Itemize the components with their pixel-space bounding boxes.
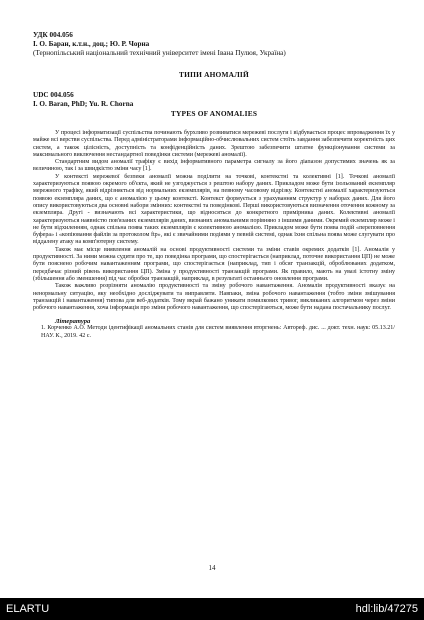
paragraph-1: У процесі інформатизації суспільства починають бурхливо розвиватися мережеві послуги і відбувається процес впровадження їх у майже всі верстви суспільства. Перед адміністраторами інформаційно-обчислювальних систем стоїть завдання забезпечити коректність цих систем, а також цілісність, доступність та конфіденційність даних. Зрештою забезпечити штатне функціонування системи за максимального виключення нестандартної поведінки системи (мережеві аномалії). xyxy=(33,130,395,158)
page-number: 14 xyxy=(208,564,216,572)
footer-bar xyxy=(0,598,424,620)
affiliation: (Тернопільський національний технічний університет імені Івана Пулюя, Україна) xyxy=(33,49,286,57)
paragraph-2: Стандартним видом аномалії трафіку є вихід інформативного параметра сигналу за його діапазон допустимих значень як за величиною, так і за швидкістю зміни часу [1]. xyxy=(33,159,395,173)
udk-code: УДК 004.056 xyxy=(33,31,73,39)
paragraph-4: Також має місце виявлення аномалій на основі продуктивності системи та зміни ставів окремих додатків [1]. Аномалія у продуктивності. За ними можна судити про те, що поведінка програми, що спостерігається (наприклад, поточне використання ЦП) не може бути пояснено робочим навантаженням програми, що спостерігається (наприклад, тип і обсяг транзакцій, оброблюваних додатком, передбачає різний рівень використання ЦП). Зміна у продуктивності транзакцій програми. Як правило, мають на увазі істотну зміну (збільшення або зменшення) під час обробки транзакцій, наприклад, в результаті останнього оновлення програми. xyxy=(33,246,395,282)
paragraph-5: Також важливо розрізняти аномалію продуктивності та зміну робочого навантаження. Аномалія продуктивності вказує на ненормальну ситуацію, яку необхідно досліджувати та виправляти. Навпаки, зміна робочого навантаження (тобто зміни змішування транзакцій і навантаження) типова для веб-додатків. Тому вкрай бажано уникати помилкових тривог, викликаних алгоритмом через зміни робочого навантаження, хоча інформація про зміни робочого навантаження, що спостерігаються, може бути надана постачальнику послуг. xyxy=(33,283,395,312)
udc-code: UDC 004.056 xyxy=(33,91,74,99)
footer-repository-label: ELARTU xyxy=(6,603,50,615)
literature-heading: Література xyxy=(55,318,91,326)
title-en: TYPES OF ANOMALIES xyxy=(170,109,258,118)
page-content xyxy=(33,31,395,340)
reference-item: 1. Корченко А.О. Методи ідентифікації аномальних станів для систем виявлення вторгнень: Автореф. дис. ... докт. техн. наук: 05.13.21/НАУ. К., 2019. 42 с. xyxy=(41,325,395,339)
title-ua: ТИПИ АНОМАЛІЙ xyxy=(179,70,249,79)
authors-ua: І. О. Баран, к.т.н., доц.; Ю. Р. Чорна xyxy=(33,40,150,48)
footer-handle-link[interactable]: hdl:lib/47275 xyxy=(355,603,418,615)
paragraph-3: У контексті мережевої безпеки аномалії можна поділити на точкові, контекстні та колективні [1]. Точкові аномалії характеризуються появою окремого об'єкта, який не узгоджується з рештою набору даних. Прикладом може бути ізольований екземпляр мережного трафіку, який відрізняється від нормальних екземплярів, на певному часовому відрізку. Контекстні аномалії характеризуються появою екземпляра даних, що є аномалією у цьому контексті. Контекст формується з урахуванням структур у наборах даних. Для його опису використовуються два основні набори змінних: контекстні та поведінкові. Перші використовуються визначення оточення кожному за екземпляра. Другі - визначають всі характеристики, що відносяться до конкретного примірника даних. Колективні аномалії характеризуються наявністю пов'язаних екземплярів даних, визнаних аномальними порівняно з іншими даними. Окремий екземпляр може і не бути відхиленням, однак спільна поява таких екземплярів є колективною аномалією. Прикладом може бути поява подій «переповнення буфера» і «копіювання файлів за протоколом ftp», які є звичайними подіями у певній системі, однак їхня спільна поява може слугувати про віддалену атаку на комп'ютерну систему. xyxy=(33,173,395,246)
authors-en: I. O. Baran, PhD; Yu. R. Chorna xyxy=(33,100,134,108)
